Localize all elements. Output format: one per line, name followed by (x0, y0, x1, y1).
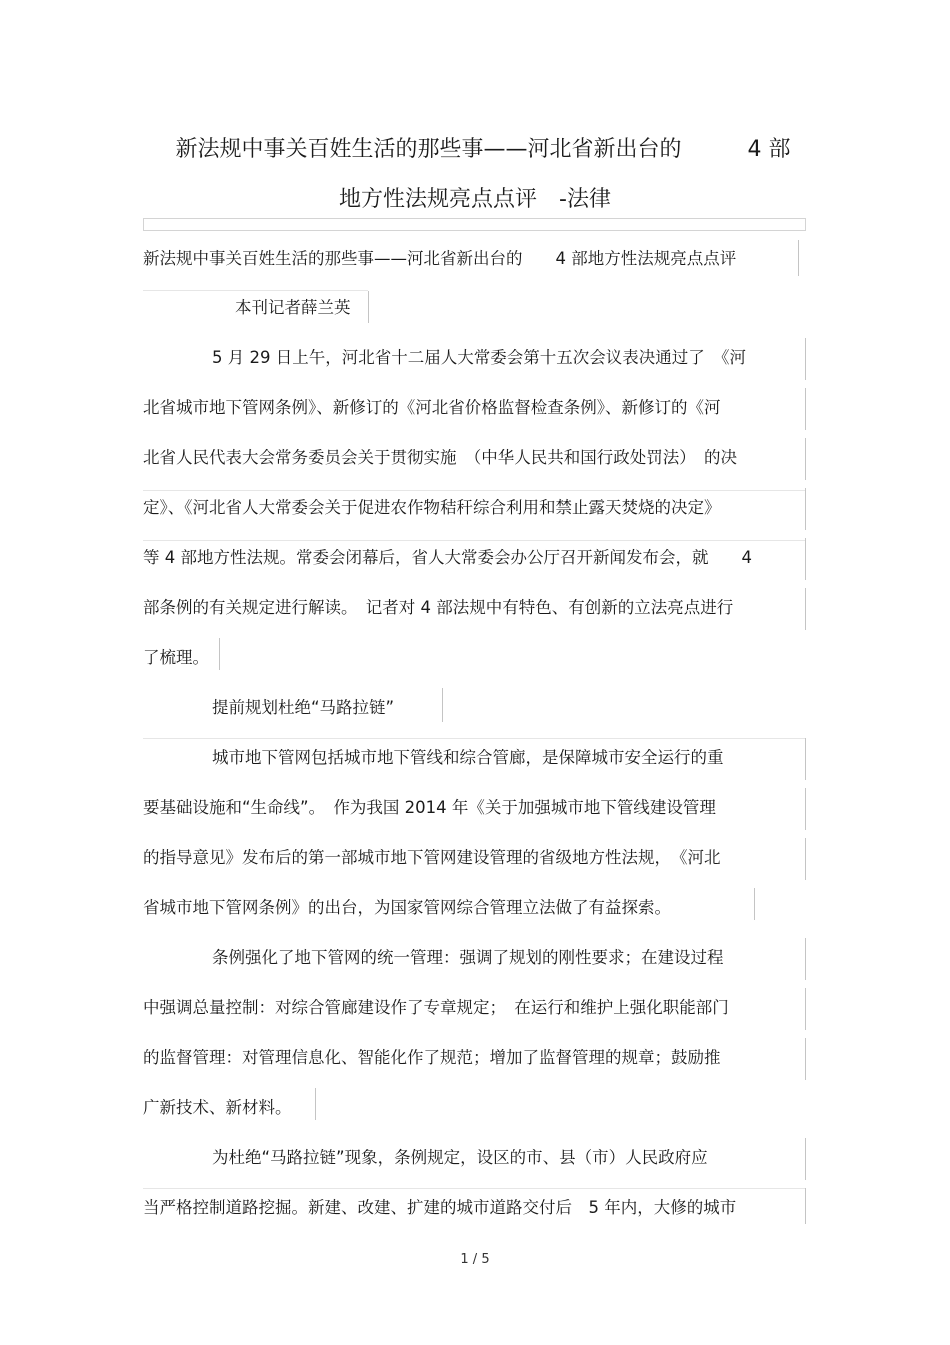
divider (143, 540, 805, 541)
document-title-line-2: 地方性法规亮点点评 -法律 (339, 187, 611, 212)
text-cursor-mark (805, 388, 806, 430)
paragraph-line: 定》、《河北省人大常委会关于促进农作物秸秆综合利用和禁止露天焚烧的决定》 (143, 498, 721, 517)
divider (143, 1188, 805, 1189)
author: 本刊记者薛兰英 (235, 298, 351, 317)
paragraph-line: 的指导意见》发布后的第一部城市地下管网建设管理的省级地方性法规， 《河北 (143, 848, 721, 867)
paragraph-line: 条例强化了地下管网的统一管理：强调了规划的刚性要求；在建设过程 (212, 948, 724, 967)
text-cursor-mark (798, 240, 799, 276)
paragraph-line: 城市地下管网包括城市地下管线和综合管廊，是保障城市安全运行的重 (212, 748, 724, 767)
paragraph-line: 为杜绝“马路拉链”现象，条例规定，设区的市、县（市）人民政府应 (212, 1148, 708, 1167)
divider (143, 490, 805, 491)
paragraph-line: 部条例的有关规定进行解读。 记者对 4 部法规中有特色、有创新的立法亮点进行 (143, 598, 734, 617)
paragraph-line: 广新技术、新材料。 (143, 1098, 292, 1117)
divider (143, 738, 805, 739)
text-cursor-mark (805, 588, 806, 630)
page-number: 1 / 5 (460, 1252, 490, 1267)
text-cursor-mark (805, 838, 806, 880)
text-cursor-mark (805, 538, 806, 580)
text-cursor-mark (805, 938, 806, 980)
paragraph-line: 的监督管理：对管理信息化、智能化作了规范；增加了监督管理的规章；鼓励推 (143, 1048, 721, 1067)
paragraph-line: 5 月 29 日上午，河北省十二届人大常委会第十五次会议表决通过了 《河 (212, 348, 746, 367)
text-cursor-mark (805, 1038, 806, 1080)
paragraph-line: 等 4 部地方性法规。常委会闭幕后，省人大常委会办公厅召开新闻发布会，就 4 (143, 548, 752, 567)
section-heading: 提前规划杜绝“马路拉链” (212, 698, 395, 717)
document-title-line-1: 新法规中事关百姓生活的那些事——河北省新出台的 4 部 (175, 137, 791, 162)
text-cursor-mark (805, 1138, 806, 1180)
paragraph-line: 了梳理。 (143, 648, 209, 667)
paragraph-line: 当严格控制道路挖掘。新建、改建、扩建的城市道路交付后 5 年内，大修的城市 (143, 1198, 737, 1217)
title-frame (143, 218, 806, 231)
text-cursor-mark (219, 638, 220, 670)
text-cursor-mark (805, 738, 806, 780)
text-cursor-mark (805, 438, 806, 480)
paragraph-line: 省城市地下管网条例》的出台，为国家管网综合管理立法做了有益探索。 (143, 898, 671, 917)
text-cursor-mark (315, 1088, 316, 1120)
text-cursor-mark (805, 1188, 806, 1224)
paragraph-line: 中强调总量控制：对综合管廊建设作了专章规定； 在运行和维护上强化职能部门 (143, 998, 729, 1017)
text-cursor-mark (805, 338, 806, 380)
paragraph-line: 要基础设施和“生命线”。 作为我国 2014 年《关于加强城市地下管线建设管理 (143, 798, 716, 817)
text-cursor-mark (805, 788, 806, 830)
text-cursor-mark (805, 988, 806, 1030)
text-cursor-mark (754, 888, 755, 920)
text-cursor-mark (805, 488, 806, 530)
divider (143, 290, 368, 291)
text-cursor-mark (442, 688, 443, 722)
subtitle: 新法规中事关百姓生活的那些事——河北省新出台的 4 部地方性法规亮点点评 (143, 249, 737, 268)
paragraph-line: 北省城市地下管网条例》、新修订的《河北省价格监督检查条例》、新修订的《河 (143, 398, 721, 417)
text-cursor-mark (368, 291, 369, 323)
paragraph-line: 北省人民代表大会常务委员会关于贯彻实施 （中华人民共和国行政处罚法） 的决 (143, 448, 737, 467)
